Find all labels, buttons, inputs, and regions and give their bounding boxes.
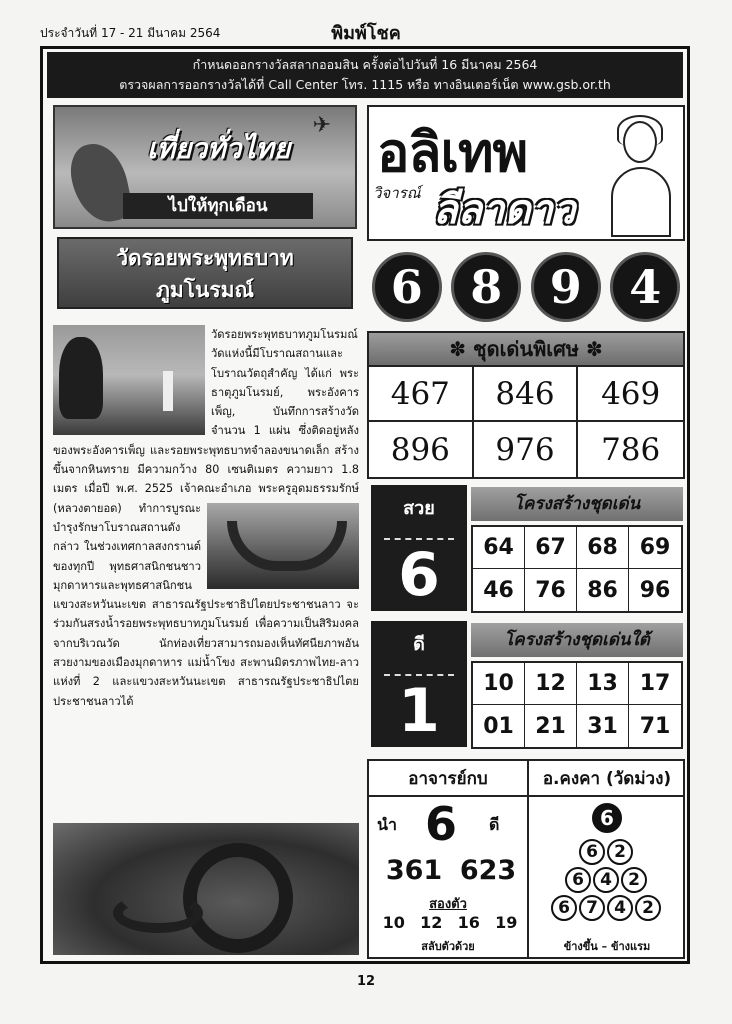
kongka-heading: อ.คงคา (วัดม่วง) [542, 769, 672, 789]
structure-number: 64 [473, 527, 525, 569]
structure-number: 46 [473, 569, 525, 611]
issue-date: ประจำวันที่ 17 - 21 มีนาคม 2564 [40, 26, 221, 40]
two-digit-number: 10 [382, 913, 405, 932]
chevron-down-icon [384, 662, 454, 676]
lucky-ball: 6 [372, 252, 442, 322]
special-number: 896 [369, 422, 474, 477]
two-digit-number: 19 [495, 913, 518, 932]
triangle-cell: 4 [593, 867, 619, 893]
special-number: 976 [474, 422, 579, 477]
notice-banner [47, 52, 683, 98]
structure-number: 12 [525, 663, 577, 705]
number-triangle [529, 801, 685, 931]
two-digit-number: 12 [420, 913, 443, 932]
structure-number: 01 [473, 705, 525, 747]
predictions-box [367, 759, 685, 959]
lucky-ball: 8 [451, 252, 521, 322]
side-digit: 1 [398, 676, 440, 746]
structure-number: 96 [639, 577, 671, 603]
triangle-cell: 2 [607, 839, 633, 865]
column-prefix: วิจารณ์ [373, 184, 421, 202]
structure-number: 10 [473, 663, 525, 705]
special-set-grid [367, 367, 685, 479]
two-digit-pairs [375, 913, 525, 932]
triangle-cell: 6 [579, 839, 605, 865]
article-paragraph-2: ทำการบูรณะบำรุงรักษาโบราณสถานดังกล่าว ในช่วงเทศกาลสงกรานต์ของทุกปี พุทธศาสนิกชนชาวมุกดาหารและพุทธศาสนิกชนแขวงสะหวันนะเขต สาธารณรัฐประชาธิปไตยประชาชนลาว จะร่วมกันสรงน้ำรอยพระพุทธบาทภูมโนรมย์ เพื่อความเป็นสิริมงคล จากบริเวณวัด นักท่องเที่ยวสามารถมองเห็นทัศนียภาพอันสวยงามของเมืองมุกดาหาร แม่น้ำโขง สะพานมิตรภาพไทย-ลาว แห่งที่ 2 และแขวงสะหวันนะเขต สาธารณรัฐประชาธิปไตยประชาชนลาวได้ [53, 501, 359, 708]
triangle-top: 6 [592, 803, 622, 833]
triangle-cell: 6 [565, 867, 591, 893]
structure-number: 76 [525, 569, 577, 611]
left-column [47, 103, 363, 959]
article-paragraph-1: วัดรอยพระพุทธบาทภูมโนรมณ์วัดแห่งนี้มีโบราณสถานและโบราณวัตถุสำคัญ ได้แก่ พระธาตุภูมโนรมย์, พระอังคารเพ็ญ, บันทึกการสร้างวัดจำนวน 1 แผ่น ซึ่งติดอยู่หลังของพระอังคารเพ็ญ และรอยพระพุทธบาทจำลองขนาดเล็ก สร้างขึ้นจากหินทราย มีความกว้าง 80 เซนติเมตร ความยาว 1.8 เมตร เมื่อปี พ.ศ. 2525 เจ้าคณะอำเภอ พระครูอุดมธรรมรักษ์ (หลวงตายอด) [53, 328, 359, 515]
special-number: 469 [578, 367, 683, 422]
structure-side-badge [371, 621, 467, 747]
two-digit-number: 16 [457, 913, 480, 932]
swap-note: สลับตัวด้วย [421, 940, 475, 953]
temple-article [53, 325, 359, 711]
travel-title: เที่ยวทั่วไทย [147, 132, 291, 165]
travel-subtitle: ไปให้ทุกเดือน [123, 193, 313, 219]
structure-number: 69 [629, 527, 681, 569]
structure-heading: โครงสร้างชุดเด่น [471, 487, 683, 521]
structure-block-bottom [367, 621, 685, 751]
triangle-cell: 2 [621, 867, 647, 893]
author-name: ลีลาดาว [433, 187, 576, 233]
special-set-heading: ✽ ชุดเด่นพิเศษ ✽ [367, 331, 685, 367]
good-label: ดี [489, 815, 500, 834]
lead-label: นำ [377, 815, 397, 834]
moon-phase-note: ข้างขึ้น – ข้างแรม [563, 940, 651, 953]
lucky-ball: 4 [610, 252, 680, 322]
structure-grid [471, 525, 683, 613]
ajarn-kob-heading: อาจารย์กบ [408, 769, 488, 789]
structure-number: 31 [577, 705, 629, 747]
fortune-title-box [367, 105, 685, 241]
triangle-cell: 7 [579, 895, 605, 921]
chevron-down-icon [384, 526, 454, 540]
naga-photo [53, 325, 205, 435]
structure-number: 17 [629, 663, 681, 705]
naga-statue-photo [207, 503, 359, 589]
lead-digit: 6 [425, 797, 458, 851]
special-number: 467 [369, 367, 474, 422]
temple-title-line-2: ภูมโนรมณ์ [156, 278, 254, 302]
page-number: 12 [356, 974, 376, 989]
structure-heading: โครงสร้างชุดเด่นใต้ [471, 623, 683, 657]
travel-header [53, 105, 357, 229]
aerial-temple-photo [53, 823, 359, 955]
temple-title [57, 237, 353, 309]
side-label: สวย [403, 498, 435, 519]
structure-number: 13 [577, 663, 629, 705]
banner-line-1: กำหนดออกรางวัลสลากออมสิน ครั้งต่อไปวันที่ 16 มีนาคม 2564 [192, 57, 538, 72]
structure-number: 71 [639, 713, 671, 739]
three-digit-number: 361 [385, 855, 443, 886]
temple-title-line-1: วัดรอยพระพุทธบาท [116, 246, 294, 270]
column-title: อลิเทพ [377, 121, 528, 184]
banner-line-2: ตรวจผลการออกรางวัลได้ที่ Call Center โทร. 1115 หรือ ทางอินเตอร์เน็ต www.gsb.or.th [119, 77, 611, 92]
triangle-cell: 2 [635, 895, 661, 921]
three-digit-numbers [377, 855, 525, 886]
special-number: 846 [474, 367, 579, 422]
publication-name: พิมพ์โชค [331, 23, 401, 44]
lucky-number-balls [367, 247, 685, 327]
structure-number: 21 [525, 705, 577, 747]
two-digit-label: สองตัว [429, 897, 467, 912]
special-number: 786 [601, 431, 661, 468]
author-portrait [605, 115, 677, 237]
structure-number: 86 [577, 569, 629, 611]
structure-number: 67 [525, 527, 577, 569]
structure-block-top [367, 485, 685, 615]
page-frame [40, 46, 690, 964]
structure-side-badge [371, 485, 467, 611]
airplane-icon: ✈ [312, 113, 331, 138]
structure-number: 68 [577, 527, 629, 569]
triangle-cell: 4 [607, 895, 633, 921]
three-digit-number: 623 [459, 855, 517, 886]
lucky-ball: 9 [531, 252, 601, 322]
triangle-cell: 6 [551, 895, 577, 921]
right-column [367, 103, 685, 959]
side-digit: 6 [398, 540, 440, 610]
side-label: ดี [413, 634, 425, 655]
structure-grid [471, 661, 683, 749]
